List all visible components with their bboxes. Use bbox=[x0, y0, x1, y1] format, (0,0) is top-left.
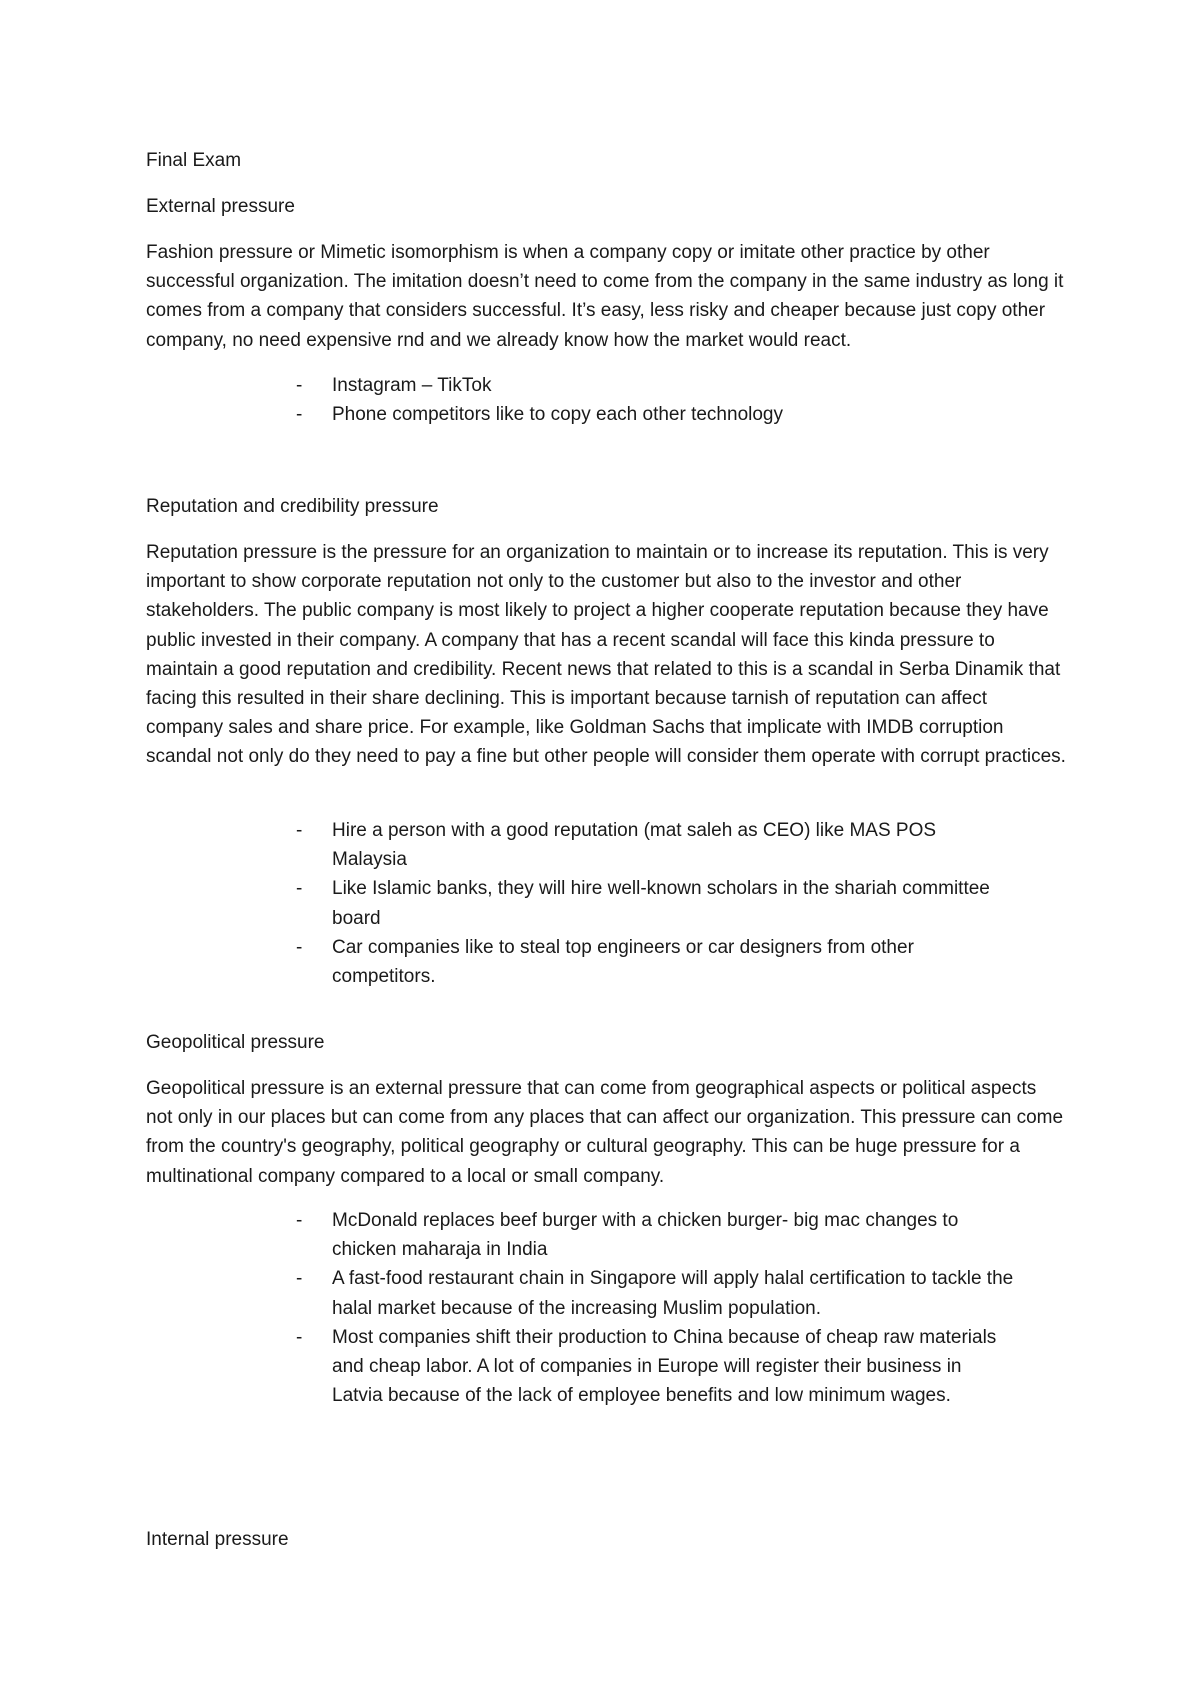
list-item bbox=[296, 400, 1016, 429]
bullet-dash: - bbox=[296, 1326, 303, 1348]
bullet-dash: - bbox=[296, 1210, 303, 1231]
paragraph-text: Reputation pressure is the pressure for an organization to maintain or to increase its reputation. This is very important to show corporate reputation not only to the customer but also to the investor and other stakeholders. The public company is most likely to project a higher cooperate reputation because they have public invested in their company. A company that has a recent scandal will face this kinda pressure to maintain a good reputation and credibility. Recent news that related to this is a scandal in Serba Dinamik that facing this resulted in their share declining. This is important because tarnish of reputation can affect company sales and share price. For example, like Goldman Sachs that implicate with IMDB corruption scandal not only do they need to pay a fine but other people will consider them operate with corrupt practices. bbox=[146, 542, 1066, 768]
bullet-list-geopolitical bbox=[296, 1206, 1016, 1410]
list-item-text: A fast-food restaurant chain in Singapore will apply halal certification to tackle the halal market because of the increasing Muslim population. bbox=[332, 1268, 1014, 1319]
list-item-text: Most companies shift their production to China because of cheap raw materials and cheap labor. A lot of companies in Europe will register their business in Latvia because of the lack of employee benefits and low minimum wages. bbox=[332, 1326, 997, 1407]
paragraph-text: Geopolitical pressure is an external pressure that can come from geographical aspects or political aspects not only in our places but can come from any places that can affect our organization. This pressure can come from the country's geography, political geography or cultural geography. This can be huge pressure for a multinational company compared to a local or small company. bbox=[146, 1078, 1064, 1187]
list-item-text: Phone competitors like to copy each other technology bbox=[332, 404, 783, 426]
bullet-list-external-pressure bbox=[296, 371, 1016, 429]
list-item bbox=[296, 1264, 1016, 1322]
list-item bbox=[296, 874, 1016, 932]
bullet-dash: - bbox=[296, 375, 303, 396]
paragraph-geopolitical bbox=[146, 1074, 1066, 1191]
section-heading-geopolitical: Geopolitical pressure bbox=[146, 1032, 325, 1053]
list-item-text: McDonald replaces beef burger with a chicken burger- big mac changes to chicken maharaja in India bbox=[332, 1210, 959, 1261]
document-title: Final Exam bbox=[146, 150, 242, 171]
list-item bbox=[296, 371, 1016, 400]
paragraph-reputation bbox=[146, 538, 1066, 772]
section-heading-reputation: Reputation and credibility pressure bbox=[146, 496, 439, 517]
section-heading-internal-pressure: Internal pressure bbox=[146, 1529, 289, 1550]
bullet-dash: - bbox=[296, 404, 303, 426]
section-heading-external-pressure: External pressure bbox=[146, 196, 295, 217]
list-item-text: Like Islamic banks, they will hire well-known scholars in the shariah committee board bbox=[332, 878, 990, 929]
paragraph-external-pressure bbox=[146, 238, 1066, 355]
list-item bbox=[296, 816, 1016, 874]
bullet-list-reputation bbox=[296, 816, 1016, 991]
list-item-text: Instagram – TikTok bbox=[332, 375, 492, 396]
bullet-dash: - bbox=[296, 936, 303, 958]
list-item bbox=[296, 933, 1016, 991]
bullet-dash: - bbox=[296, 820, 303, 841]
list-item-text: Car companies like to steal top engineers or car designers from other competitors. bbox=[332, 936, 914, 988]
list-item bbox=[296, 1323, 1016, 1411]
list-item bbox=[296, 1206, 1016, 1264]
paragraph-text: Fashion pressure or Mimetic isomorphism is when a company copy or imitate other practice by other successful organization. The imitation doesn’t need to come from the company in the same industry as long it comes from a company that considers successful. It’s easy, less risky and cheaper because just copy other company, no need expensive rnd and we already know how the market would react. bbox=[146, 242, 1064, 351]
bullet-dash: - bbox=[296, 878, 303, 900]
bullet-dash: - bbox=[296, 1268, 303, 1290]
list-item-text: Hire a person with a good reputation (mat saleh as CEO) like MAS POS Malaysia bbox=[332, 820, 937, 871]
